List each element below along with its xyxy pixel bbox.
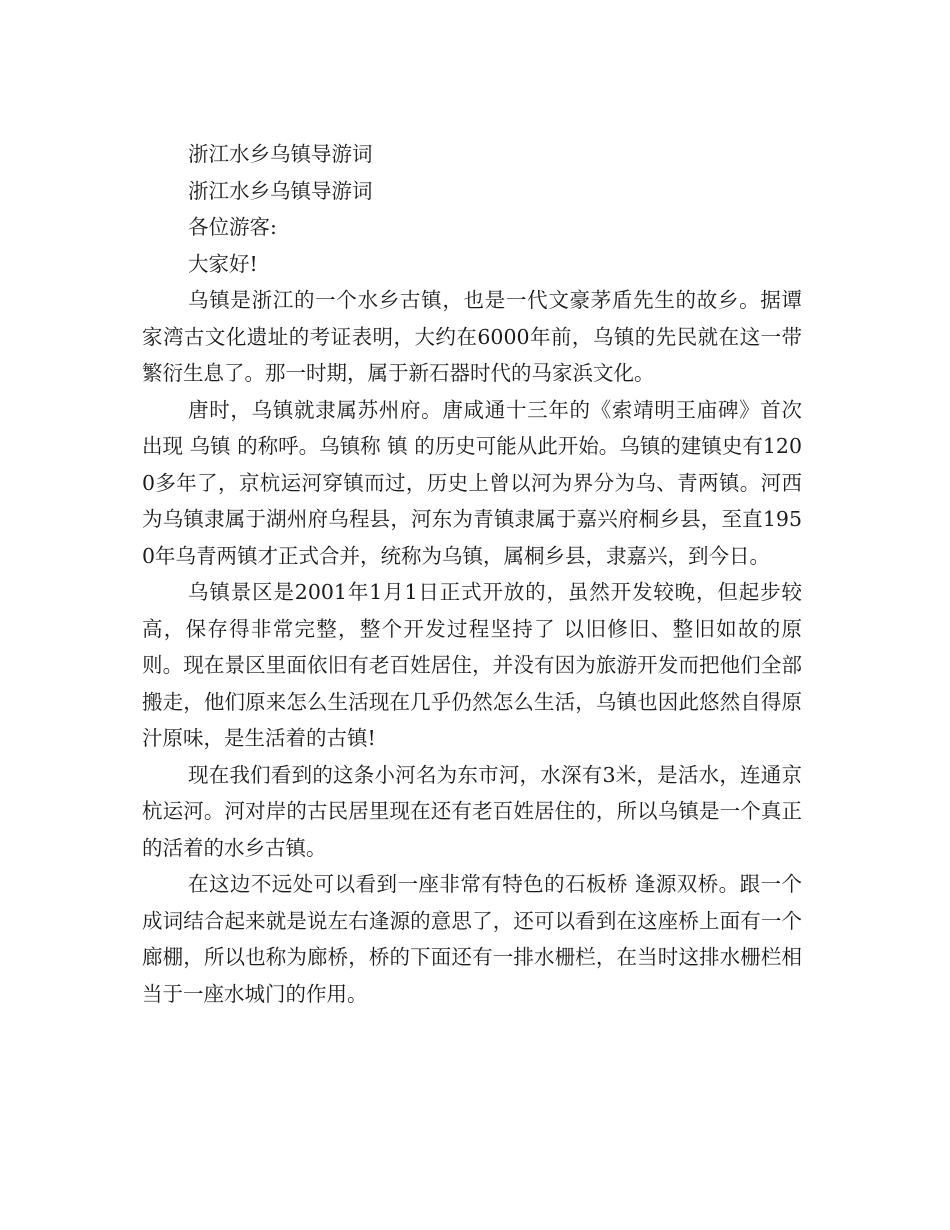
document-subtitle: 浙江水乡乌镇导游词 [188,178,373,203]
body-paragraph: 在这边不远处可以看到一座非常有特色的石板桥 逢源双桥。跟一个成词结合起来就是说左右逢源的意思了，还可以看到在这座桥上面有一个廊棚，所以也称为廊桥，桥的下面还有一排水栅栏，在当时这排水栅栏相当于一座水城门的作用。 [142,872,802,1006]
body-paragraph: 唐时，乌镇就隶属苏州府。唐咸通十三年的《索靖明王庙碑》首次出现 乌镇 的称呼。乌镇称 镇 的历史可能从此开始。乌镇的建镇史有1200多年了，京杭运河穿镇而过，历史上曾以河为界分为乌、青两镇。河西为乌镇隶属于湖州府乌程县，河东为青镇隶属于嘉兴府桐乡县，至直1950年乌青两镇才正式合并，统称为乌镇，属桐乡县，隶嘉兴，到今日。 [142,397,802,568]
document-title: 浙江水乡乌镇导游词 [188,142,373,166]
body-paragraph: 乌镇是浙江的一个水乡古镇，也是一代文豪茅盾先生的故乡。据谭家湾古文化遗址的考证表明，大约在6000年前，乌镇的先民就在这一带繁衍生息了。那一时期，属于新石器时代的马家浜文化。 [142,288,802,385]
body-paragraph: 现在我们看到的这条小河名为东市河，水深有3米，是活水，连通京杭运河。河对岸的古民居里现在还有老百姓居住的，所以乌镇是一个真正的活着的水乡古镇。 [142,762,802,860]
greeting-line: 各位游客: [188,215,277,239]
body-paragraph: 乌镇景区是2001年1月1日正式开放的，虽然开发较晚，但起步较高，保存得非常完整，整个开发过程坚持了 以旧修旧、整旧如故的原则。现在景区里面依旧有老百姓居住，并没有因为旅游开发而把他们全部搬走，他们原来怎么生活现在几乎仍然怎么生活，乌镇也因此悠然自得原汁原味，是生活着的古镇! [142,580,802,750]
document-body [142,136,802,1012]
greeting-line: 大家好! [188,251,258,276]
